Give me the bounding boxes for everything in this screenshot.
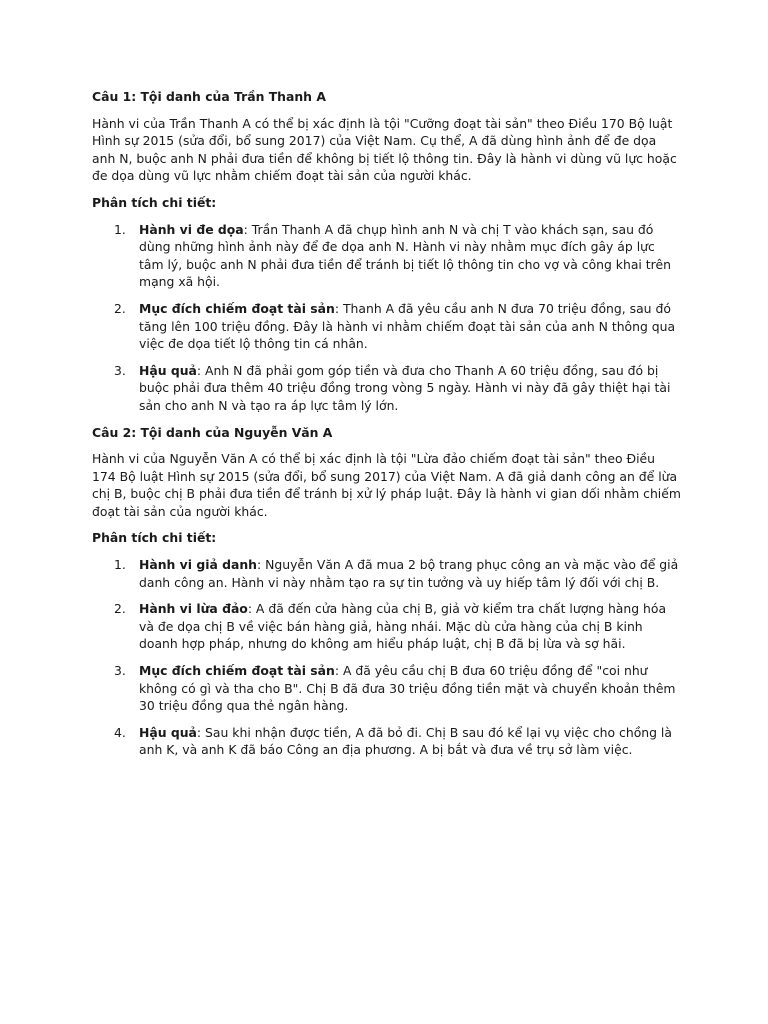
question-2-analysis-title: Phân tích chi tiết:	[92, 530, 217, 546]
question-2-heading: Câu 2: Tội danh của Nguyễn Văn A	[92, 424, 333, 440]
list-item-term: Hành vi giả danh	[139, 557, 257, 573]
list-item-text: : Nguyễn Văn A đã mua 2 bộ trang phục công an và mặc vào để giả danh công an. Hành vi này nhằm tạo ra sự tin tưởng và uy hiếp tâm lý đối với chị B.	[139, 557, 679, 590]
question-2-list	[92, 556, 682, 759]
list-item-term: Mục đích chiếm đoạt tài sản	[139, 663, 335, 679]
list-item	[92, 221, 682, 291]
question-2-intro: Hành vi của Nguyễn Văn A có thể bị xác định là tội "Lừa đảo chiếm đoạt tài sản" theo Điều 174 Bộ luật Hình sự 2015 (sửa đổi, bổ sung 2017) của Việt Nam. A đã giả danh công an để lừa chị B, buộc chị B phải đưa tiền để tránh bị xử lý pháp luật. Đây là hành vi gian dối nhằm chiếm đoạt tài sản của người khác.	[92, 451, 681, 519]
list-item-text: : Sau khi nhận được tiền, A đã bỏ đi. Chị B sau đó kể lại vụ việc cho chồng là anh K, và anh K đã báo Công an địa phương. A bị bắt và đưa về trụ sở làm việc.	[139, 724, 672, 758]
list-item-number: 4.	[114, 724, 126, 740]
document-page	[92, 88, 682, 768]
list-item-number: 1.	[114, 221, 126, 237]
list-item-text: : A đã đến cửa hàng của chị B, giả vờ kiểm tra chất lượng hàng hóa và đe dọa chị B về việc bán hàng giả, hàng nhái. Mặc dù cửa hàng của chị B kinh doanh hợp pháp, nhưng do không am hiểu pháp luật, chị B đã bị lừa và sợ hãi.	[139, 601, 667, 652]
list-item-number: 2.	[114, 601, 126, 617]
list-item-number: 3.	[114, 362, 126, 378]
question-1-analysis-title: Phân tích chi tiết:	[92, 194, 217, 210]
list-item-text: : Thanh A đã yêu cầu anh N đưa 70 triệu đồng, sau đó tăng lên 100 triệu đồng. Đây là hành vi nhằm chiếm đoạt tài sản của anh N thông qua việc đe dọa tiết lộ thông tin cá nhân.	[139, 300, 676, 352]
question-1-list	[92, 221, 682, 415]
list-item-number: 3.	[114, 663, 126, 679]
list-item	[92, 556, 682, 591]
list-item-term: Hậu quả	[139, 362, 197, 378]
question-1-intro: Hành vi của Trần Thanh A có thể bị xác định là tội "Cưỡng đoạt tài sản" theo Điều 170 Bộ luật Hình sự 2015 (sửa đổi, bổ sung 2017) của Việt Nam. Cụ thể, A đã dùng hình ảnh để đe dọa anh N, buộc anh N phải đưa tiền để không bị tiết lộ thông tin. Đây là hành vi dùng vũ lực hoặc đe dọa dùng vũ lực nhằm chiếm đoạt tài sản của người khác.	[92, 115, 677, 184]
list-item-text: : Trần Thanh A đã chụp hình anh N và chị T vào khách sạn, sau đó dùng những hình ảnh này để đe dọa anh N. Hành vi này nhằm mục đích gây áp lực tâm lý, buộc anh N phải đưa tiền để tránh bị tiết lộ thông tin cho vợ và công khai trên mạng xã hội.	[139, 221, 671, 290]
list-item-term: Hành vi đe dọa	[139, 221, 244, 237]
list-item-term: Hậu quả	[139, 724, 197, 740]
question-1-heading: Câu 1: Tội danh của Trần Thanh A	[92, 89, 326, 104]
list-item-term: Hành vi lừa đảo	[139, 601, 248, 617]
list-item	[92, 300, 682, 353]
list-item	[92, 362, 682, 415]
list-item-term: Mục đích chiếm đoạt tài sản	[139, 300, 335, 316]
list-item	[92, 662, 682, 715]
list-item-number: 1.	[114, 557, 126, 573]
list-item-number: 2.	[114, 300, 126, 316]
list-item	[92, 600, 682, 653]
list-item-text: : Anh N đã phải gom góp tiền và đưa cho Thanh A 60 triệu đồng, sau đó bị buộc phải đưa thêm 40 triệu đồng trong vòng 5 ngày. Hành vi này đã gây thiệt hại tài sản cho anh N và tạo ra áp lực tâm lý lớn.	[139, 362, 671, 413]
list-item	[92, 724, 682, 759]
list-item-text: : A đã yêu cầu chị B đưa 60 triệu đồng để "coi như không có gì và tha cho B". Chị B đã đưa 30 triệu đồng tiền mặt và chuyển khoản thêm 30 triệu đồng qua thẻ ngân hàng.	[139, 663, 676, 714]
